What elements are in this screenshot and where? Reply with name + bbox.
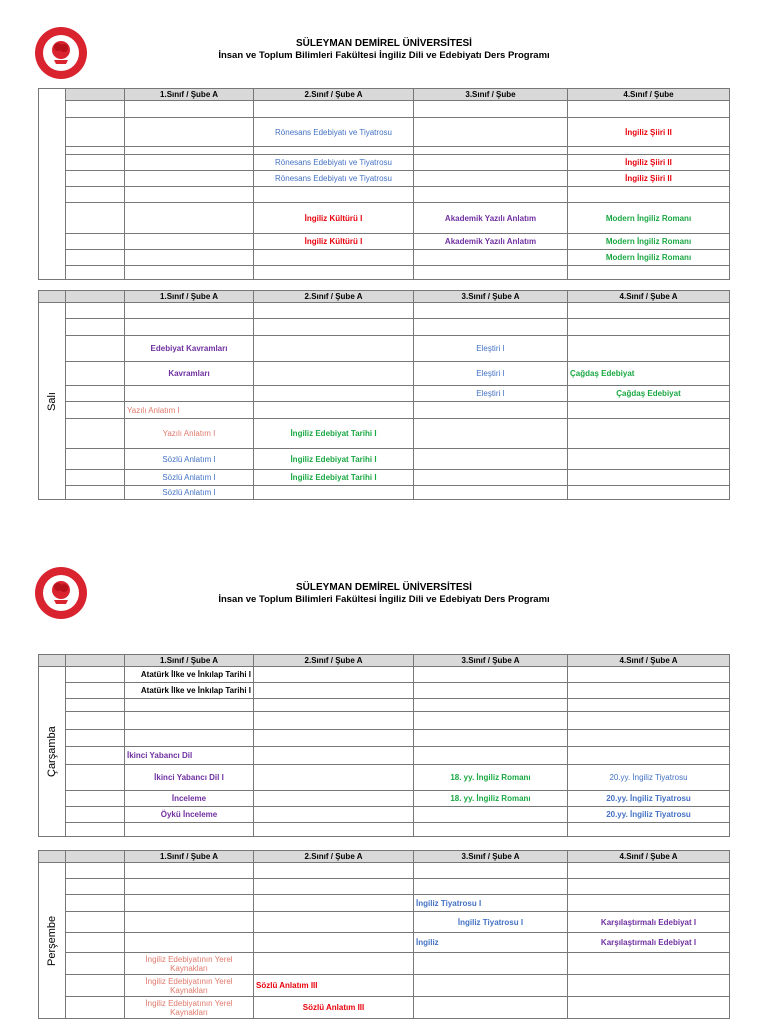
program-title: İnsan ve Toplum Bilimleri Fakültesi İngiliz Dili ve Edebiyatı Ders Programı	[218, 594, 550, 605]
col-header: 1.Sınıf / Şube A	[125, 851, 254, 863]
col-header: 2.Sınıf / Şube A	[254, 851, 414, 863]
table-row	[39, 953, 730, 975]
col-header: 4.Sınıf / Şube A	[568, 291, 730, 303]
course-cell: Sözlü Anlatım I	[125, 486, 254, 500]
table-row	[39, 336, 730, 362]
table-row	[39, 101, 730, 118]
course-cell: İngiliz Şiiri II	[568, 171, 730, 187]
table-row	[39, 470, 730, 486]
table-row	[39, 933, 730, 953]
course-cell: İngiliz Edebiyat Tarihi I	[254, 470, 414, 486]
day-label: Çarşamba	[39, 667, 66, 837]
course-cell: 18. yy. İngiliz Romanı	[414, 791, 568, 807]
table-row	[39, 712, 730, 730]
course-cell: Akademik Yazılı Anlatım	[414, 203, 568, 234]
schedule-table-2	[38, 290, 730, 500]
schedule-table-4	[38, 850, 730, 1019]
course-cell: Karşılaştırmalı Edebiyat I	[568, 912, 730, 933]
course-cell: İngiliz Edebiyat Tarihi I	[254, 449, 414, 470]
table-row	[39, 879, 730, 895]
table-row	[39, 823, 730, 837]
course-cell: İngiliz Edebiyatının Yerel Kaynakları	[125, 953, 254, 975]
table-row	[39, 187, 730, 203]
col-header: 4.Sınıf / Şube A	[568, 655, 730, 667]
course-cell: Atatürk İlke ve İnkılap Tarihi I	[125, 683, 254, 699]
page-header	[0, 582, 768, 606]
table-row	[39, 895, 730, 912]
course-cell: İngiliz Edebiyatının Yerel Kaynakları	[125, 975, 254, 997]
course-cell: Sözlü Anlatım III	[254, 997, 414, 1019]
table-row	[39, 303, 730, 319]
course-cell: Modern İngiliz Romanı	[568, 250, 730, 266]
course-cell: Kavramları	[125, 362, 254, 386]
course-cell: Modern İngiliz Romanı	[568, 234, 730, 250]
course-cell: İnceleme	[125, 791, 254, 807]
table-row	[39, 486, 730, 500]
col-header: 1.Sınıf / Şube A	[125, 655, 254, 667]
table-row	[39, 863, 730, 879]
table-row	[39, 765, 730, 791]
course-cell: Çağdaş Edebiyat	[568, 362, 730, 386]
table-row	[39, 667, 730, 683]
course-cell: İngiliz Kültürü I	[254, 234, 414, 250]
university-title: SÜLEYMAN DEMİREL ÜNİVERSİTESİ	[296, 38, 472, 49]
col-header: 1.Sınıf / Şube A	[125, 89, 254, 101]
table-header-row	[39, 291, 730, 303]
table-row	[39, 250, 730, 266]
course-cell: İngiliz Şiiri II	[568, 155, 730, 171]
course-cell: İkinci Yabancı Dil	[125, 747, 254, 765]
course-cell: 20.yy. İngiliz Tiyatrosu	[568, 807, 730, 823]
course-cell: 20.yy. İngiliz Tiyatrosu	[568, 791, 730, 807]
course-cell: Yazılı Anlatım I	[125, 402, 254, 419]
course-cell: 18. yy. İngiliz Romanı	[414, 765, 568, 791]
course-cell: Sözlü Anlatım I	[125, 449, 254, 470]
course-cell: Eleştiri I	[414, 336, 568, 362]
col-header: 3.Sınıf / Şube A	[414, 291, 568, 303]
university-title: SÜLEYMAN DEMİREL ÜNİVERSİTESİ	[296, 582, 472, 593]
col-header: 1.Sınıf / Şube A	[125, 291, 254, 303]
table-row	[39, 266, 730, 280]
course-cell: İngiliz Tiyatrosu I	[414, 912, 568, 933]
table-header-row	[39, 655, 730, 667]
course-cell: Sözlü Anlatım III	[254, 975, 414, 997]
table-header-row	[39, 851, 730, 863]
col-header: 3.Sınıf / Şube A	[414, 851, 568, 863]
course-cell: Sözlü Anlatım I	[125, 470, 254, 486]
table-row	[39, 402, 730, 419]
course-cell: İngiliz Edebiyatının Yerel Kaynakları	[125, 997, 254, 1019]
col-header: 2.Sınıf / Şube A	[254, 89, 414, 101]
course-cell: 20.yy. İngiliz Tiyatrosu	[568, 765, 730, 791]
course-cell: Öykü İnceleme	[125, 807, 254, 823]
course-cell: Rönesans Edebiyatı ve Tiyatrosu	[254, 118, 414, 147]
table-row	[39, 975, 730, 997]
table-row	[39, 319, 730, 336]
day-label: Salı	[39, 303, 66, 500]
course-cell: İngiliz Tiyatrosu I	[414, 895, 568, 912]
course-cell: Yazılı Anlatım I	[125, 419, 254, 449]
table-row	[39, 203, 730, 234]
course-cell: Edebiyat Kavramları	[125, 336, 254, 362]
schedule-table-1	[38, 88, 730, 280]
course-cell: Atatürk İlke ve İnkılap Tarihi I	[125, 667, 254, 683]
table-row	[39, 730, 730, 747]
course-cell: Karşılaştırmalı Edebiyat I	[568, 933, 730, 953]
table-row	[39, 155, 730, 171]
table-row	[39, 912, 730, 933]
course-cell: Rönesans Edebiyatı ve Tiyatrosu	[254, 155, 414, 171]
col-header: 2.Sınıf / Şube A	[254, 291, 414, 303]
col-header: 2.Sınıf / Şube A	[254, 655, 414, 667]
col-header: 3.Sınıf / Şube	[414, 89, 568, 101]
table-row	[39, 683, 730, 699]
course-cell: Çağdaş Edebiyat	[568, 386, 730, 402]
table-row	[39, 171, 730, 187]
table-row	[39, 747, 730, 765]
course-cell: İngiliz Kültürü I	[254, 203, 414, 234]
day-label: Perşembe	[39, 863, 66, 1019]
table-row	[39, 807, 730, 823]
table-row	[39, 449, 730, 470]
course-cell: Modern İngiliz Romanı	[568, 203, 730, 234]
table-header-row	[39, 89, 730, 101]
course-cell: İngiliz Şiiri II	[568, 118, 730, 147]
table-row	[39, 386, 730, 402]
table-row	[39, 147, 730, 155]
col-header: 3.Sınıf / Şube A	[414, 655, 568, 667]
course-cell: İkinci Yabancı Dil I	[125, 765, 254, 791]
course-cell: Eleştiri I	[414, 362, 568, 386]
course-cell: Eleştiri I	[414, 386, 568, 402]
col-header: 4.Sınıf / Şube A	[568, 851, 730, 863]
program-title: İnsan ve Toplum Bilimleri Fakültesi İngiliz Dili ve Edebiyatı Ders Programı	[218, 50, 550, 61]
table-row	[39, 791, 730, 807]
course-cell: İngiliz	[414, 933, 568, 953]
page-header	[0, 38, 768, 62]
course-cell: Akademik Yazılı Anlatım	[414, 234, 568, 250]
course-cell: İngiliz Edebiyat Tarihi I	[254, 419, 414, 449]
table-row	[39, 362, 730, 386]
table-row	[39, 118, 730, 147]
day-label	[39, 89, 66, 280]
table-row	[39, 419, 730, 449]
course-cell: Rönesans Edebiyatı ve Tiyatrosu	[254, 171, 414, 187]
table-row	[39, 997, 730, 1019]
table-row	[39, 234, 730, 250]
table-row	[39, 699, 730, 712]
schedule-table-3	[38, 654, 730, 837]
col-header: 4.Sınıf / Şube	[568, 89, 730, 101]
